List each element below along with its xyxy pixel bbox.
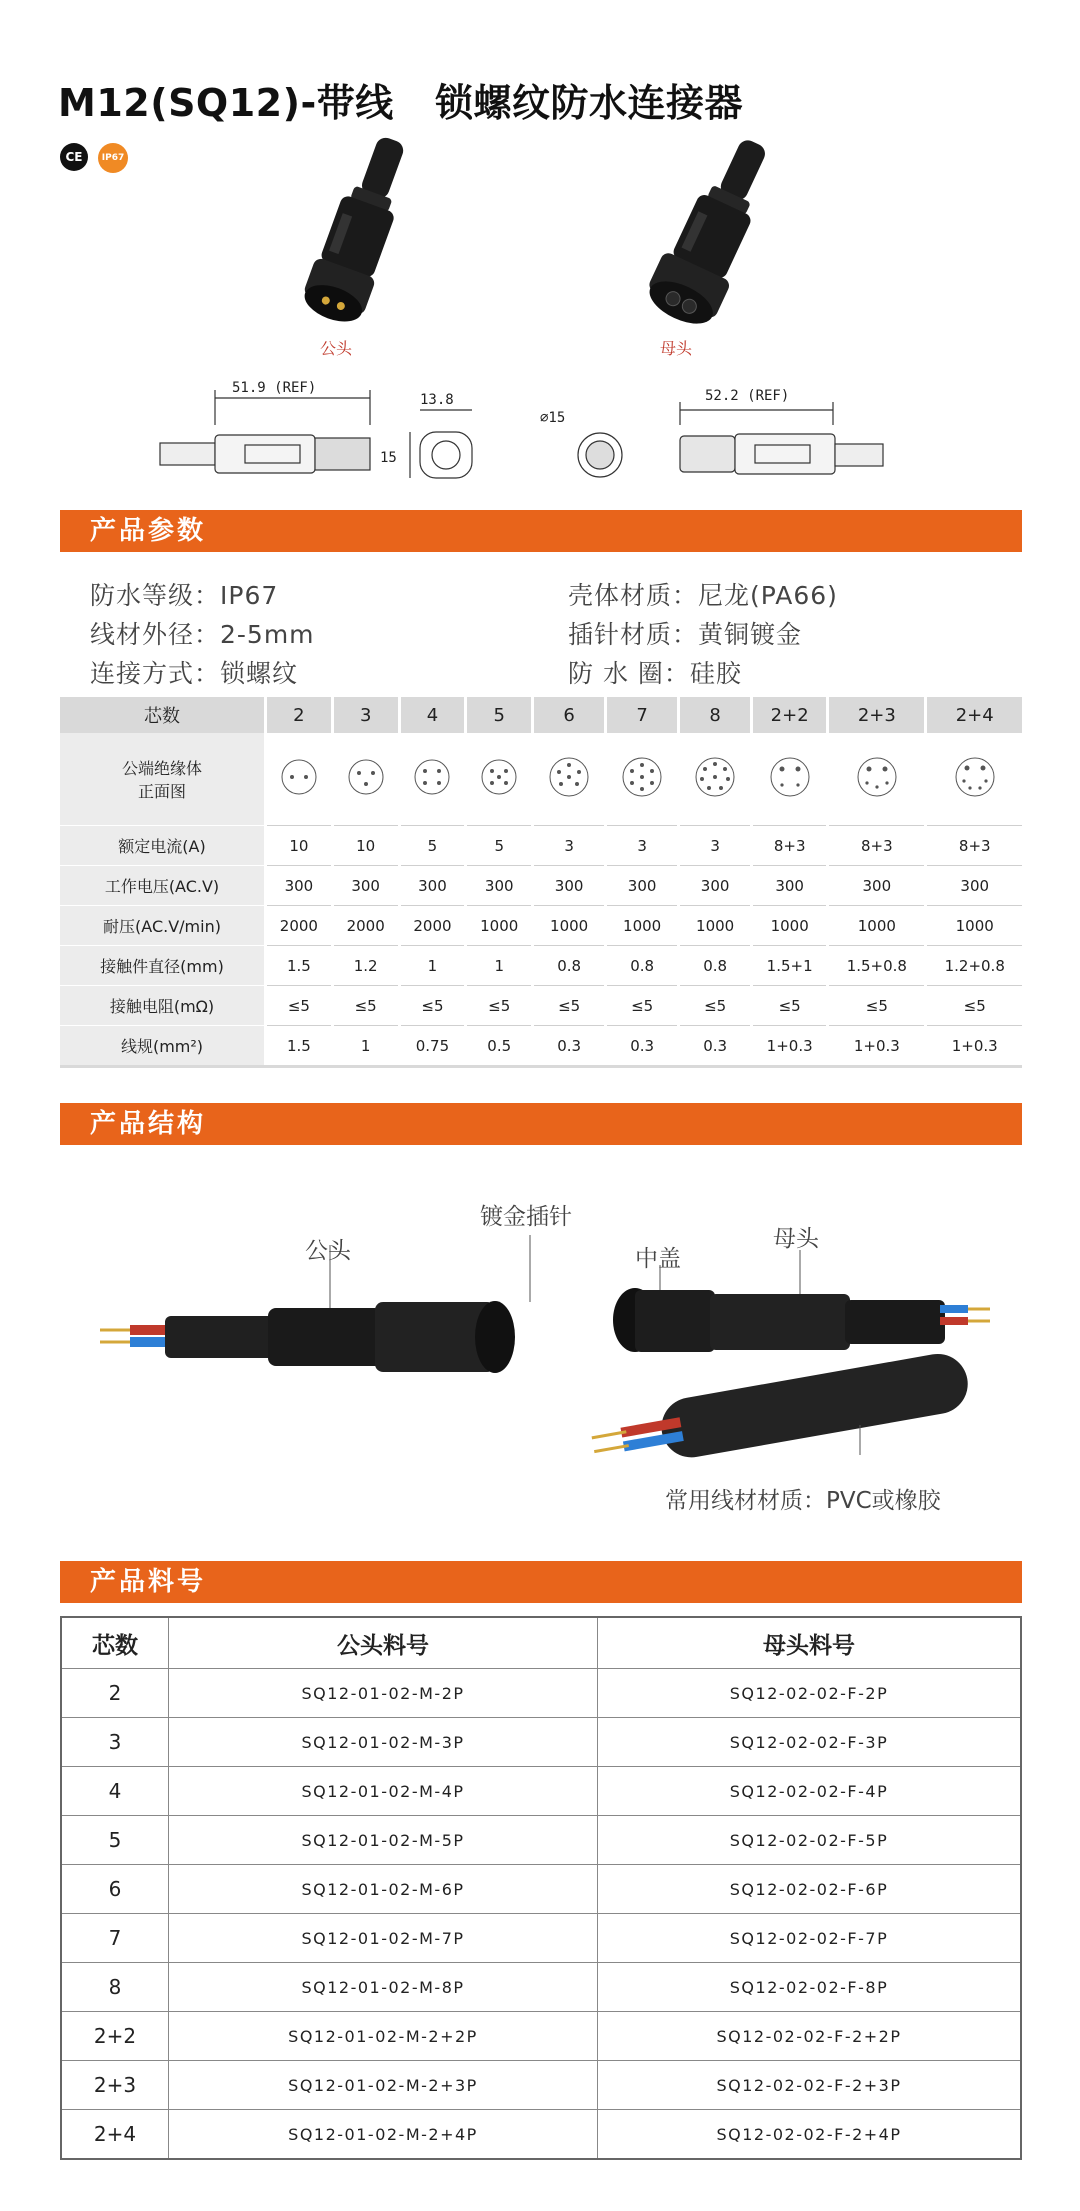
pn-header-cores: 芯数 (61, 1617, 169, 1669)
spec-row-label: 接触件直径(mm) (60, 946, 266, 986)
spec-core-header: 4 (399, 697, 466, 733)
spec-cell: 1.5 (266, 1026, 333, 1067)
spec-cell: 10 (266, 826, 333, 866)
structure-label-female: 母头 (773, 1226, 819, 1252)
spec-cell: 3 (533, 826, 606, 866)
spec-cell: 0.75 (399, 1026, 466, 1067)
spec-row (60, 986, 1022, 1026)
spec-table (60, 697, 1022, 1068)
structure-label-male: 公头 (305, 1238, 351, 1264)
section-header-part-numbers: 产品料号 (60, 1561, 1022, 1603)
pin-layout-icon (412, 757, 452, 797)
pn-core-count: 2 (61, 1669, 169, 1718)
spec-cell: ≤5 (679, 986, 752, 1026)
pn-core-count: 2+2 (61, 2012, 169, 2061)
ce-mark-icon: CE (60, 143, 88, 171)
spec-cell: ≤5 (332, 986, 399, 1026)
pn-core-count: 4 (61, 1767, 169, 1816)
pn-female-code: SQ12-02-02-F-2+4P (598, 2110, 1022, 2160)
pn-row (61, 2110, 1021, 2160)
female-length-dim: 52.2 (REF) (705, 388, 790, 404)
spec-cell: ≤5 (926, 986, 1022, 1026)
pn-core-count: 5 (61, 1816, 169, 1865)
spec-core-header: 2+4 (926, 697, 1022, 733)
face-view-label: 公端绝缘体 正面图 (60, 733, 266, 826)
spec-row-label: 额定电流(A) (60, 826, 266, 866)
spec-cell: 300 (533, 866, 606, 906)
spec-cell: 1+0.3 (926, 1026, 1022, 1067)
spec-cell: 300 (332, 866, 399, 906)
pn-female-code: SQ12-02-02-F-8P (598, 1963, 1022, 2012)
part-number-table (60, 1616, 1022, 2160)
pn-female-code: SQ12-02-02-F-5P (598, 1816, 1022, 1865)
spec-cell: 1000 (752, 906, 828, 946)
pn-female-code: SQ12-02-02-F-2+3P (598, 2061, 1022, 2110)
spec-cell: 300 (466, 866, 533, 906)
pn-row (61, 1718, 1021, 1767)
structure-label-cable: 常用线材材质：PVC或橡胶 (665, 1488, 941, 1514)
pn-female-code: SQ12-02-02-F-3P (598, 1718, 1022, 1767)
spec-core-header: 2+2 (752, 697, 828, 733)
spec-cell: ≤5 (399, 986, 466, 1026)
spec-cell: 2000 (332, 906, 399, 946)
spec-cell: 1000 (926, 906, 1022, 946)
pn-male-code: SQ12-01-02-M-2P (169, 1669, 598, 1718)
spec-cell: 1+0.3 (828, 1026, 926, 1067)
pn-row (61, 1865, 1021, 1914)
pn-male-code: SQ12-01-02-M-7P (169, 1914, 598, 1963)
spec-cell: 300 (926, 866, 1022, 906)
male-connector-photo (280, 130, 440, 330)
spec-cell: ≤5 (752, 986, 828, 1026)
spec-cell: 1.5+0.8 (828, 946, 926, 986)
spec-cell: 8+3 (926, 826, 1022, 866)
pn-male-code: SQ12-01-02-M-2+3P (169, 2061, 598, 2110)
spec-cell: 0.3 (679, 1026, 752, 1067)
spec-cell: ≤5 (466, 986, 533, 1026)
spec-core-header: 3 (332, 697, 399, 733)
spec-cell: 8+3 (828, 826, 926, 866)
pn-row (61, 1767, 1021, 1816)
structure-label-pins: 镀金插针 (480, 1204, 572, 1230)
param-connection: 连接方式：锁螺纹 (90, 659, 299, 688)
spec-cell: 1000 (828, 906, 926, 946)
spec-cell: 1000 (679, 906, 752, 946)
pn-row (61, 2012, 1021, 2061)
spec-cell: 300 (679, 866, 752, 906)
spec-cell: 0.8 (606, 946, 679, 986)
pin-layout-icon (346, 757, 386, 797)
pn-core-count: 7 (61, 1914, 169, 1963)
spec-cell: 1.2 (332, 946, 399, 986)
spec-core-header: 2+3 (828, 697, 926, 733)
spec-cell: 300 (399, 866, 466, 906)
spec-cell: 0.5 (466, 1026, 533, 1067)
spec-cell: ≤5 (606, 986, 679, 1026)
spec-row (60, 906, 1022, 946)
pn-row (61, 1914, 1021, 1963)
spec-core-header: 8 (679, 697, 752, 733)
spec-cell: 1000 (466, 906, 533, 946)
pn-male-code: SQ12-01-02-M-6P (169, 1865, 598, 1914)
pin-layout-icon (693, 755, 737, 799)
pn-male-code: SQ12-01-02-M-2+4P (169, 2110, 598, 2160)
pn-core-count: 8 (61, 1963, 169, 2012)
pn-male-code: SQ12-01-02-M-4P (169, 1767, 598, 1816)
spec-row-label: 接触电阻(mΩ) (60, 986, 266, 1026)
spec-cell: 1.2+0.8 (926, 946, 1022, 986)
spec-cell: 0.3 (606, 1026, 679, 1067)
male-label: 公头 (320, 339, 353, 358)
spec-cell: 5 (466, 826, 533, 866)
spec-row (60, 946, 1022, 986)
param-housing: 壳体材质：尼龙(PA66) (568, 581, 838, 610)
spec-row (60, 866, 1022, 906)
diameter-dim: ⌀15 (540, 410, 566, 426)
pin-layout-icon (768, 755, 812, 799)
spec-cell: 3 (679, 826, 752, 866)
spec-cell: 10 (332, 826, 399, 866)
pn-female-code: SQ12-02-02-F-7P (598, 1914, 1022, 1963)
structure-label-cap: 中盖 (635, 1246, 681, 1272)
spec-cell: 1000 (533, 906, 606, 946)
param-cable-od: 线材外径：2-5mm (90, 620, 315, 649)
pn-row (61, 1816, 1021, 1865)
section-header-params: 产品参数 (60, 510, 1022, 552)
spec-cell: 1.5 (266, 946, 333, 986)
spec-row-label: 线规(mm²) (60, 1026, 266, 1067)
pin-layout-icon (547, 755, 591, 799)
spec-cell: 300 (606, 866, 679, 906)
spec-cell: ≤5 (533, 986, 606, 1026)
spec-cell: 300 (828, 866, 926, 906)
pn-header-female: 母头料号 (598, 1617, 1022, 1669)
pn-core-count: 3 (61, 1718, 169, 1767)
spec-cell: 0.3 (533, 1026, 606, 1067)
section-header-structure: 产品结构 (60, 1103, 1022, 1145)
pn-core-count: 6 (61, 1865, 169, 1914)
pn-core-count: 2+3 (61, 2061, 169, 2110)
spec-row-label: 耐压(AC.V/min) (60, 906, 266, 946)
pn-row (61, 2061, 1021, 2110)
pn-row (61, 1669, 1021, 1718)
spec-row-label: 工作电压(AC.V) (60, 866, 266, 906)
spec-core-header: 2 (266, 697, 333, 733)
spec-cell: 1 (399, 946, 466, 986)
pin-layout-icon (479, 757, 519, 797)
param-seal: 防 水 圈：硅胶 (568, 659, 742, 688)
spec-row (60, 826, 1022, 866)
pn-female-code: SQ12-02-02-F-2+2P (598, 2012, 1022, 2061)
spec-cell: 1.5+1 (752, 946, 828, 986)
pin-layout-icon (953, 755, 997, 799)
spec-cell: 1+0.3 (752, 1026, 828, 1067)
pin-layout-icon (855, 755, 899, 799)
spec-cell: 3 (606, 826, 679, 866)
pn-row (61, 1963, 1021, 2012)
spec-cell: 300 (266, 866, 333, 906)
spec-cell: 300 (752, 866, 828, 906)
spec-cell: 8+3 (752, 826, 828, 866)
spec-cell: 1 (466, 946, 533, 986)
pn-male-code: SQ12-01-02-M-3P (169, 1718, 598, 1767)
spec-cell: 1 (332, 1026, 399, 1067)
spec-cell: ≤5 (828, 986, 926, 1026)
spec-cell: 5 (399, 826, 466, 866)
spec-core-header: 7 (606, 697, 679, 733)
pin-layout-icon (279, 757, 319, 797)
spec-cell: 0.8 (533, 946, 606, 986)
pn-male-code: SQ12-01-02-M-8P (169, 1963, 598, 2012)
page-title: M12(SQ12)-带线 锁螺纹防水连接器 (58, 81, 743, 125)
spec-cell: 2000 (399, 906, 466, 946)
spec-header-label: 芯数 (60, 697, 266, 733)
spec-cell: ≤5 (266, 986, 333, 1026)
pin-layout-icon (620, 755, 664, 799)
pn-female-code: SQ12-02-02-F-4P (598, 1767, 1022, 1816)
param-pin: 插针材质：黄铜镀金 (568, 620, 803, 649)
width-dim: 13.8 (420, 392, 454, 408)
pn-male-code: SQ12-01-02-M-2+2P (169, 2012, 598, 2061)
pn-female-code: SQ12-02-02-F-2P (598, 1669, 1022, 1718)
spec-core-header: 5 (466, 697, 533, 733)
spec-cell: 2000 (266, 906, 333, 946)
spec-cell: 0.8 (679, 946, 752, 986)
pn-core-count: 2+4 (61, 2110, 169, 2160)
pn-male-code: SQ12-01-02-M-5P (169, 1816, 598, 1865)
ip67-badge-icon: IP67 (98, 143, 128, 173)
spec-cell: 1000 (606, 906, 679, 946)
spec-core-header: 6 (533, 697, 606, 733)
female-label: 母头 (660, 339, 693, 358)
height-dim: 15 (380, 450, 397, 466)
spec-row (60, 1026, 1022, 1067)
pn-header-male: 公头料号 (169, 1617, 598, 1669)
male-length-dim: 51.9 (REF) (232, 380, 317, 396)
param-waterproof: 防水等级：IP67 (90, 581, 279, 610)
female-connector-photo (630, 130, 800, 330)
pn-female-code: SQ12-02-02-F-6P (598, 1865, 1022, 1914)
